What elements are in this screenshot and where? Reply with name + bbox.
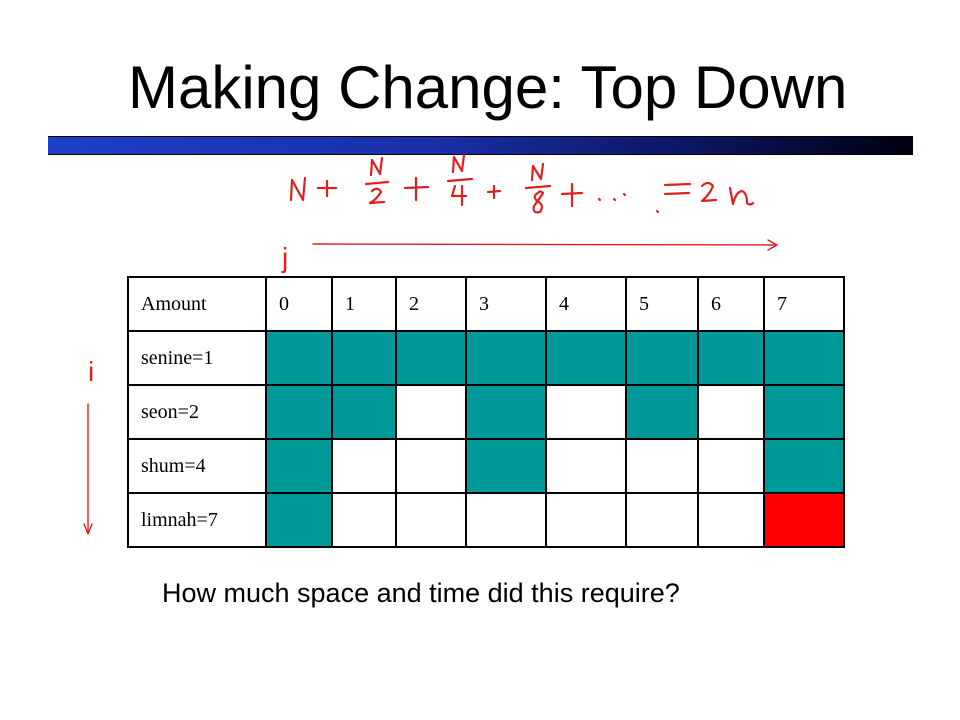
row-label: senine=1 [128,331,266,385]
row-label: seon=2 [128,385,266,439]
table-cell [764,331,844,385]
table-cell [698,493,764,547]
table-cell [698,331,764,385]
i-direction-arrow [84,404,92,534]
amount-header: 6 [698,277,764,331]
table-cell [764,439,844,493]
table-cell [764,385,844,439]
row-label: limnah=7 [128,493,266,547]
table-row [128,331,844,385]
making-change-table [127,276,845,548]
table-row [128,385,844,439]
amount-header: 2 [396,277,466,331]
table-cell [266,331,332,385]
amount-header: 7 [764,277,844,331]
table-cell [626,331,698,385]
amount-header: 3 [466,277,546,331]
amount-header: 1 [332,277,396,331]
amount-header: 0 [266,277,332,331]
amount-header: 4 [546,277,626,331]
corner-header: Amount [128,277,266,331]
table-cell [396,439,466,493]
table-header-row [128,277,844,331]
row-label: shum=4 [128,439,266,493]
table-cell [466,493,546,547]
table-cell [546,331,626,385]
table-cell [698,385,764,439]
table-cell [396,331,466,385]
table-cell [626,385,698,439]
table-cell [626,493,698,547]
table-cell [764,493,844,547]
table-cell [266,439,332,493]
j-direction-arrow [313,240,777,250]
table-cell [332,439,396,493]
table-cell [466,439,546,493]
table-cell [546,493,626,547]
table-cell [332,385,396,439]
amount-header: 5 [626,277,698,331]
table-cell [266,493,332,547]
table-cell [332,331,396,385]
table-cell [466,331,546,385]
table-row [128,493,844,547]
table-cell [546,439,626,493]
table-cell [626,439,698,493]
table-cell [396,493,466,547]
table-cell [698,439,764,493]
handwritten-series-equation [291,155,753,212]
slide-title: Making Change: Top Down [128,54,848,121]
question-text: How much space and time did this require? [162,578,680,608]
table-cell [332,493,396,547]
j-index-label: j [282,242,289,273]
i-index-label: i [88,356,95,387]
table-cell [266,385,332,439]
table-cell [396,385,466,439]
table-row [128,439,844,493]
table-cell [546,385,626,439]
table-cell [466,385,546,439]
